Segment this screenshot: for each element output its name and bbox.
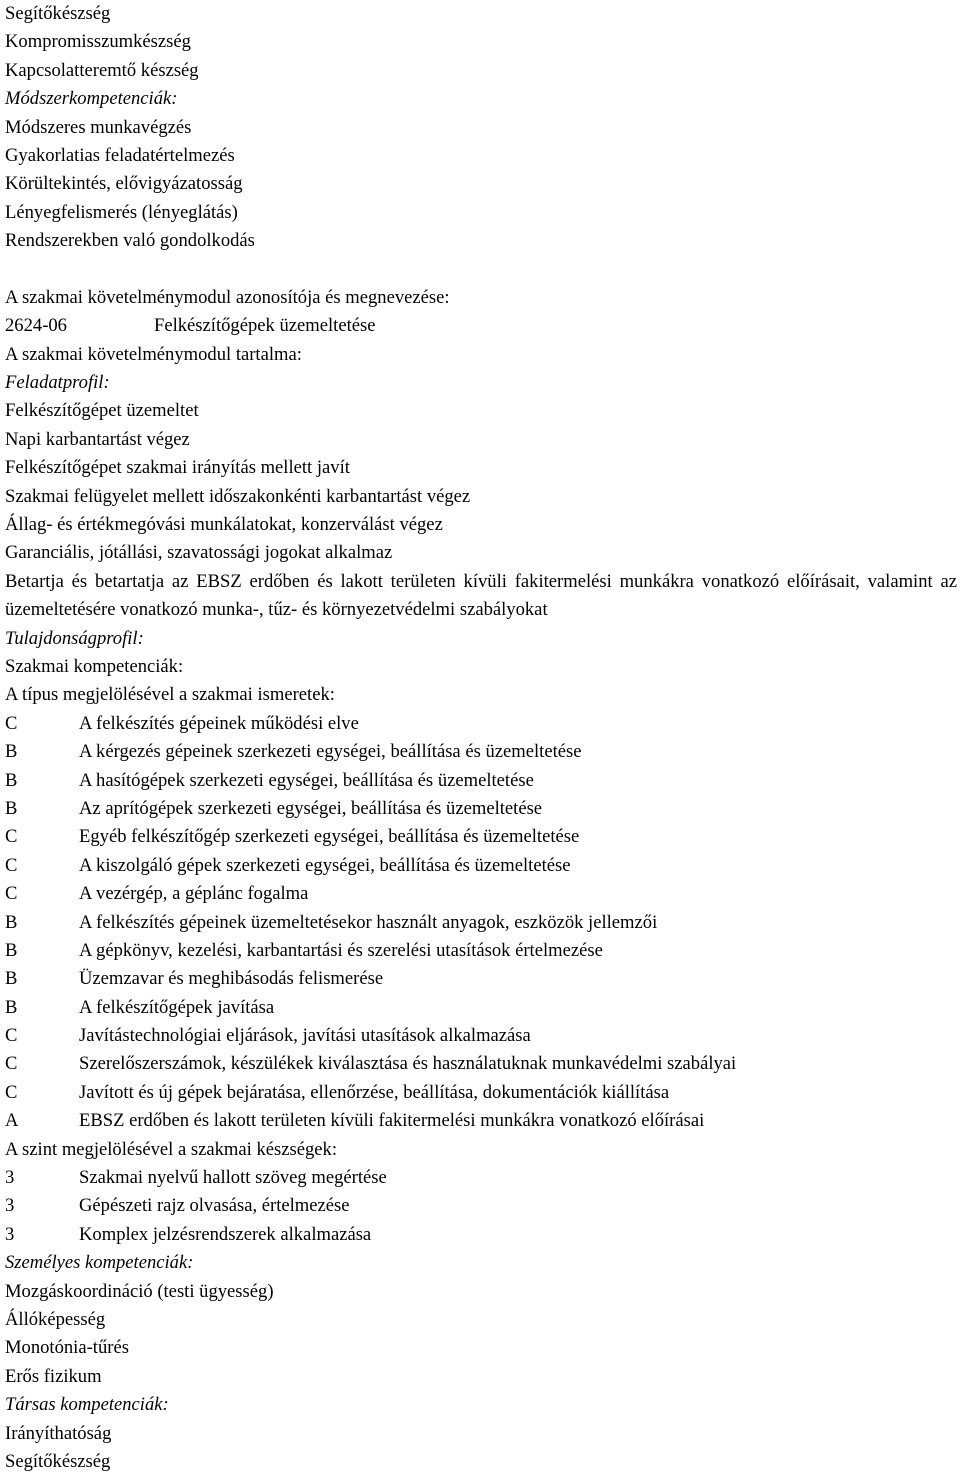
skills-label: A szint megjelölésével a szakmai készségek:: [5, 1138, 337, 1160]
knowledge-row: [5, 710, 957, 738]
list-item: Napi karbantartást végez: [5, 428, 190, 450]
knowledge-row: [5, 767, 957, 795]
skill-text: Szakmai nyelvű hallott szöveg megértése: [79, 1167, 387, 1189]
knowledge-row: [5, 937, 957, 965]
knowledge-list: [5, 710, 957, 1136]
type-code: B: [5, 797, 18, 819]
module-content-label: A szakmai követelménymodul tartalma:: [5, 343, 302, 365]
social-competencies-heading: Társas kompetenciák:: [5, 1394, 169, 1416]
module-id-label: A szakmai követelménymodul azonosítója és megnevezése:: [5, 286, 450, 308]
type-code: B: [5, 968, 18, 990]
list-item: Rendszerekben való gondolkodás: [5, 230, 255, 252]
knowledge-row: [5, 965, 957, 993]
level-code: 3: [5, 1223, 15, 1245]
module-id-row: [5, 312, 957, 340]
knowledge-text: A felkészítés gépeinek üzemeltetésekor használt anyagok, eszközök jellemzői: [79, 911, 658, 933]
type-code: C: [5, 1053, 18, 1075]
skill-text: Komplex jelzésrendszerek alkalmazása: [79, 1223, 372, 1245]
skill-row: [5, 1192, 957, 1220]
property-profile-heading: Tulajdonságprofil:: [5, 627, 144, 649]
type-code: C: [5, 854, 18, 876]
knowledge-row: [5, 880, 957, 908]
type-code: C: [5, 1081, 18, 1103]
text-line: Kompromisszumkészség: [5, 31, 191, 53]
type-code: C: [5, 883, 18, 905]
type-code: B: [5, 996, 18, 1018]
list-item: Körültekintés, elővigyázatosság: [5, 173, 243, 195]
knowledge-row: [5, 738, 957, 766]
knowledge-text: Üzemzavar és meghibásodás felismerése: [79, 968, 384, 990]
type-code: A: [5, 1110, 19, 1132]
type-code: B: [5, 769, 18, 791]
list-item: Módszeres munkavégzés: [5, 116, 192, 138]
type-code: C: [5, 1025, 18, 1047]
list-item: Gyakorlatias feladatértelmezés: [5, 144, 235, 166]
list-item: Erős fizikum: [5, 1365, 102, 1387]
personal-competencies-heading: Személyes kompetenciák:: [5, 1252, 194, 1274]
knowledge-text: A felkészítőgépek javítása: [79, 996, 275, 1018]
skill-row: [5, 1221, 957, 1249]
knowledge-row: [5, 795, 957, 823]
task-profile-heading: Feladatprofil:: [5, 372, 110, 394]
level-code: 3: [5, 1167, 15, 1189]
professional-competencies-heading: Szakmai kompetenciák:: [5, 656, 184, 678]
knowledge-text: Szerelőszerszámok, készülékek kiválasztása és használatuknak munkavédelmi szabályai: [79, 1053, 737, 1075]
type-code: B: [5, 939, 18, 961]
type-code: C: [5, 712, 18, 734]
list-item-long: Betartja és betartatja az EBSZ erdőben és lakott területen kívüli fakitermelési munkákra vonatkozó előírásait, valamint az üzemeltetésére vonatkozó munka-, tűz- és környezetvédelmi szabályokat: [5, 570, 957, 621]
skill-row: [5, 1164, 957, 1192]
module-code: 2624-06: [5, 315, 67, 337]
knowledge-row: [5, 909, 957, 937]
level-code: 3: [5, 1195, 15, 1217]
method-competencies-heading: Módszerkompetenciák:: [5, 88, 178, 110]
knowledge-label: A típus megjelölésével a szakmai ismeretek:: [5, 684, 335, 706]
list-item: Állóképesség: [5, 1309, 106, 1330]
knowledge-row: [5, 852, 957, 880]
list-item: Irányíthatóság: [5, 1422, 112, 1444]
knowledge-row: [5, 1050, 957, 1078]
text-line: Kapcsolatteremtő készség: [5, 59, 199, 81]
document-page: [5, 0, 957, 1476]
knowledge-text: EBSZ erdőben és lakott területen kívüli fakitermelési munkákra vonatkozó előírásai: [79, 1110, 705, 1132]
knowledge-text: Javítástechnológiai eljárások, javítási utasítások alkalmazása: [79, 1025, 531, 1047]
type-code: B: [5, 741, 18, 763]
knowledge-text: Az aprítógépek szerkezeti egységei, beállítása és üzemeltetése: [79, 797, 543, 819]
module-name: Felkészítőgépek üzemeltetése: [154, 315, 376, 337]
text-line: Segítőkészség: [5, 3, 111, 24]
knowledge-text: A gépkönyv, kezelési, karbantartási és szerelési utasítások értelmezése: [79, 939, 603, 961]
list-item: Segítőkészség: [5, 1450, 111, 1472]
list-item: Állag- és értékmegóvási munkálatokat, konzerválást végez: [5, 514, 443, 536]
list-item: Mozgáskoordináció (testi ügyesség): [5, 1280, 274, 1302]
list-item: Felkészítőgépet szakmai irányítás mellett javít: [5, 457, 350, 479]
knowledge-text: A felkészítés gépeinek működési elve: [79, 712, 359, 734]
skills-list: [5, 1164, 957, 1249]
list-item: Lényegfelismerés (lényeglátás): [5, 201, 238, 223]
knowledge-row: [5, 1079, 957, 1107]
list-item: Garanciális, jótállási, szavatossági jogokat alkalmaz: [5, 542, 393, 564]
knowledge-text: A kérgezés gépeinek szerkezeti egységei, beállítása és üzemeltetése: [79, 741, 582, 763]
spacer: [5, 256, 957, 284]
list-item: Monotónia-tűrés: [5, 1337, 129, 1359]
knowledge-row: [5, 1022, 957, 1050]
knowledge-row: [5, 823, 957, 851]
type-code: B: [5, 911, 18, 933]
knowledge-row: [5, 1107, 957, 1135]
knowledge-text: A hasítógépek szerkezeti egységei, beállítása és üzemeltetése: [79, 769, 534, 791]
skill-text: Gépészeti rajz olvasása, értelmezése: [79, 1195, 350, 1217]
knowledge-row: [5, 994, 957, 1022]
knowledge-text: A vezérgép, a géplánc fogalma: [79, 883, 309, 905]
type-code: C: [5, 826, 18, 848]
knowledge-text: Javított és új gépek bejáratása, ellenőrzése, beállítása, dokumentációk kiállítása: [79, 1081, 670, 1103]
list-item: Szakmai felügyelet mellett időszakonkénti karbantartást végez: [5, 485, 471, 507]
knowledge-text: Egyéb felkészítőgép szerkezeti egységei, beállítása és üzemeltetése: [79, 826, 580, 848]
list-item: Felkészítőgépet üzemeltet: [5, 400, 199, 422]
knowledge-text: A kiszolgáló gépek szerkezeti egységei, beállítása és üzemeltetése: [79, 854, 571, 876]
